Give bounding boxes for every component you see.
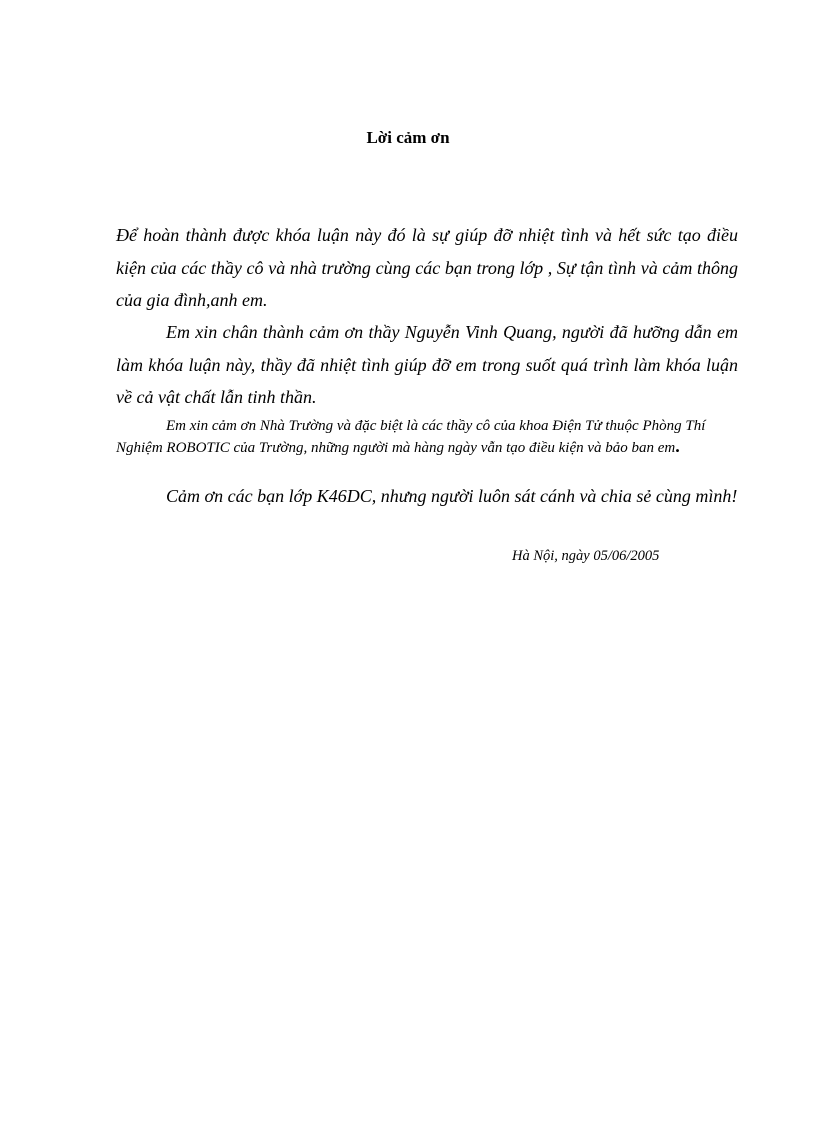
paragraph-thanks-school [116, 416, 738, 458]
paragraph-intro: Để hoàn thành được khóa luận này đó là sự giúp đỡ nhiệt tình và hết sức tạo điều kiện của các thầy cô và nhà trường cùng các bạn trong lớp , Sự tận tình và cảm thông của gia đình,anh em. [116, 225, 738, 310]
paragraph-thanks-advisor: Em xin chân thành cảm ơn thầy Nguyễn Vinh Quang, người đã hưỡng dẫn em làm khóa luận này, thầy đã nhiệt tình giúp đỡ em trong suốt quá trình làm khóa luận về cả vật chất lẫn tinh thần. [116, 322, 738, 407]
paragraph-end-dot: . [675, 436, 680, 456]
paragraph-thanks-classmates: Cảm ơn các bạn lớp K46DC, nhưng người luôn sát cánh và chia sẻ cùng mình! [166, 486, 738, 506]
date-signature: Hà Nội, ngày 05/06/2005 [512, 548, 660, 564]
paragraph-thanks-school-text: Em xin cảm ơn Nhà Trường và đặc biệt là các thầy cô của khoa Điện Tử thuộc Phòng Thí Nghiệm ROBOTIC của Trường, những người mà hàng ngày vẫn tạo điều kiện và bảo ban em [116, 418, 706, 456]
page-title: Lời cảm ơn [366, 128, 450, 147]
